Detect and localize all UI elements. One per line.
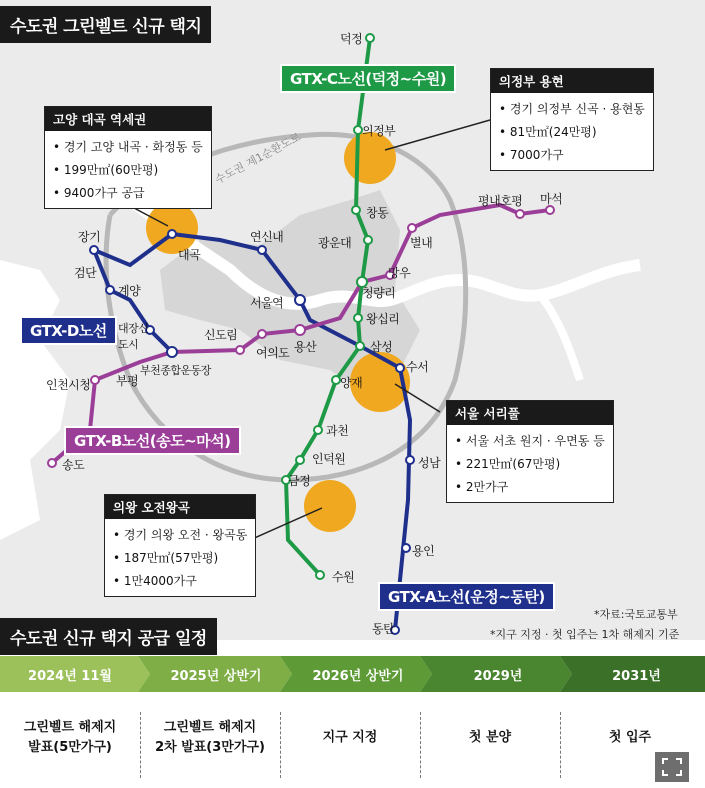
timeline-desc-line2: 발표(5만가구) bbox=[28, 740, 112, 755]
station-gyeyang: 계양 bbox=[118, 284, 141, 298]
timeline-step-desc bbox=[140, 718, 280, 758]
station-suseo: 수서 bbox=[406, 360, 429, 374]
station-seoul: 서울역 bbox=[250, 296, 284, 310]
timeline-divider bbox=[560, 712, 561, 778]
timeline-desc-line1: 첫 입주 bbox=[608, 730, 652, 745]
station-maseok: 마석 bbox=[540, 192, 563, 206]
station-daegok: 대곡 bbox=[178, 248, 201, 262]
timeline-desc-line1: 지구 지정 bbox=[322, 730, 378, 745]
station-suwon: 수원 bbox=[332, 570, 355, 584]
timeline-desc-line1: 첫 분양 bbox=[468, 730, 512, 745]
timeline-step-date: 2029년 bbox=[473, 668, 523, 684]
callout-uiwang-item: • 187만㎡(57만평) bbox=[113, 546, 247, 569]
station-gwangundae: 광운대 bbox=[318, 236, 352, 250]
callout-uijeongbu-title: 의정부 용현 bbox=[491, 69, 653, 93]
station-deokjeong: 덕정 bbox=[340, 32, 363, 46]
station-daejang: 대장신도시 bbox=[118, 322, 149, 351]
callout-uiwang-item: • 1만4000가구 bbox=[113, 569, 247, 592]
callout-seoul-title: 서울 서리풀 bbox=[447, 401, 613, 425]
arrow-uijeongbu bbox=[385, 120, 490, 150]
station-dongtan: 동탄 bbox=[372, 622, 395, 636]
callout-uijeongbu bbox=[490, 68, 654, 171]
callout-uiwang bbox=[104, 494, 256, 597]
station-yeouido: 여의도 bbox=[256, 346, 290, 360]
callout-seoul-item: • 2만가구 bbox=[455, 475, 605, 498]
timeline-step-desc bbox=[420, 728, 560, 748]
expand-icon-glyph bbox=[655, 752, 689, 782]
timeline-step-date: 2024년 11월 bbox=[28, 668, 112, 684]
site-uijeongbu bbox=[344, 132, 396, 184]
station-sindorim: 신도림 bbox=[204, 328, 238, 342]
river-branch bbox=[540, 295, 580, 380]
timeline-title: 수도권 신규 택지 공급 일정 bbox=[0, 618, 217, 655]
callout-goyang-item: • 경기 고양 내곡 · 화정동 등 bbox=[53, 135, 203, 158]
station-songdo: 송도 bbox=[62, 458, 85, 472]
callout-goyang-item: • 199만㎡(60만평) bbox=[53, 158, 203, 181]
station-samseong: 삼성 bbox=[370, 340, 393, 354]
map-title: 수도권 그린벨트 신규 택지 bbox=[0, 6, 211, 43]
station-yangjae: 양재 bbox=[340, 376, 363, 390]
gtx-d-tag: GTX-D노선 bbox=[20, 316, 117, 345]
station-janggi: 장기 bbox=[78, 230, 101, 244]
gtx-b-tag: GTX-B노선(송도~마석) bbox=[64, 426, 241, 455]
timeline-divider bbox=[420, 712, 421, 778]
callout-seoul-item: • 서울 서초 원지 · 우면동 등 bbox=[455, 429, 605, 452]
station-yeonsinnae: 연신내 bbox=[250, 230, 284, 244]
timeline-step-date: 2025년 상반기 bbox=[170, 668, 262, 684]
station-pyeongnaehopyeong: 평내호평 bbox=[478, 194, 523, 208]
timeline-desc-line2: 2차 발표(3만가구) bbox=[155, 740, 265, 755]
callout-goyang bbox=[44, 106, 212, 209]
station-geumjeong: 금정 bbox=[288, 474, 311, 488]
station-bucheon: 부천종합운동장 bbox=[140, 364, 211, 377]
station-bupyeong: 부평 bbox=[116, 374, 139, 388]
timeline-step-desc bbox=[0, 718, 140, 758]
timeline-step-desc bbox=[560, 728, 700, 748]
timeline-divider bbox=[280, 712, 281, 778]
station-gwacheon: 과천 bbox=[326, 424, 349, 438]
station-yongin: 용인 bbox=[412, 544, 435, 558]
station-uijeongbu: 의정부 bbox=[362, 124, 396, 138]
station-indeogwon: 인덕원 bbox=[312, 452, 346, 466]
gtx-c-tag: GTX-C노선(덕정~수원) bbox=[280, 64, 456, 93]
station-yongsan: 용산 bbox=[294, 340, 317, 354]
station-wangsimni: 왕십리 bbox=[366, 312, 400, 326]
timeline-divider bbox=[140, 712, 141, 778]
footnote: *지구 지정 · 첫 입주는 1차 해제지 기준 bbox=[490, 628, 680, 641]
source-note: *자료:국토교통부 bbox=[594, 608, 678, 621]
station-byeollae: 별내 bbox=[410, 236, 433, 250]
timeline-desc-line1: 그린벨트 해제지 bbox=[163, 720, 257, 735]
callout-goyang-title: 고양 대곡 역세권 bbox=[45, 107, 211, 131]
sea bbox=[0, 260, 70, 540]
callout-uiwang-title: 의왕 오전왕곡 bbox=[105, 495, 255, 519]
callout-seoul bbox=[446, 400, 614, 503]
callout-goyang-item: • 9400가구 공급 bbox=[53, 181, 203, 204]
callout-uiwang-item: • 경기 의왕 오전 · 왕곡동 bbox=[113, 523, 247, 546]
timeline-step-date: 2026년 상반기 bbox=[312, 668, 404, 684]
callout-uijeongbu-item: • 81만㎡(24만평) bbox=[499, 120, 645, 143]
station-incheon-cityhall: 인천시청 bbox=[46, 378, 91, 392]
station-geomdan: 검단 bbox=[74, 266, 97, 280]
station-mangu: 망우 bbox=[388, 266, 411, 280]
timeline-desc-line1: 그린벨트 해제지 bbox=[23, 720, 117, 735]
station-seongnam: 성남 bbox=[418, 456, 441, 470]
callout-seoul-item: • 221만㎡(67만평) bbox=[455, 452, 605, 475]
station-changdong: 창동 bbox=[366, 206, 389, 220]
callout-uijeongbu-item: • 7000가구 bbox=[499, 143, 645, 166]
timeline-step-desc bbox=[280, 728, 420, 748]
ring-road-label: 수도권 제1순환도로 bbox=[212, 130, 304, 187]
gtx-a-tag: GTX-A노선(운정~동탄) bbox=[378, 582, 555, 611]
timeline bbox=[0, 650, 705, 788]
expand-icon[interactable] bbox=[655, 752, 689, 782]
site-uiwang bbox=[304, 480, 356, 532]
station-cheongnyangni: 청량리 bbox=[362, 286, 396, 300]
timeline-step-date: 2031년 bbox=[612, 668, 661, 684]
callout-uijeongbu-item: • 경기 의정부 신곡 · 용현동 bbox=[499, 97, 645, 120]
